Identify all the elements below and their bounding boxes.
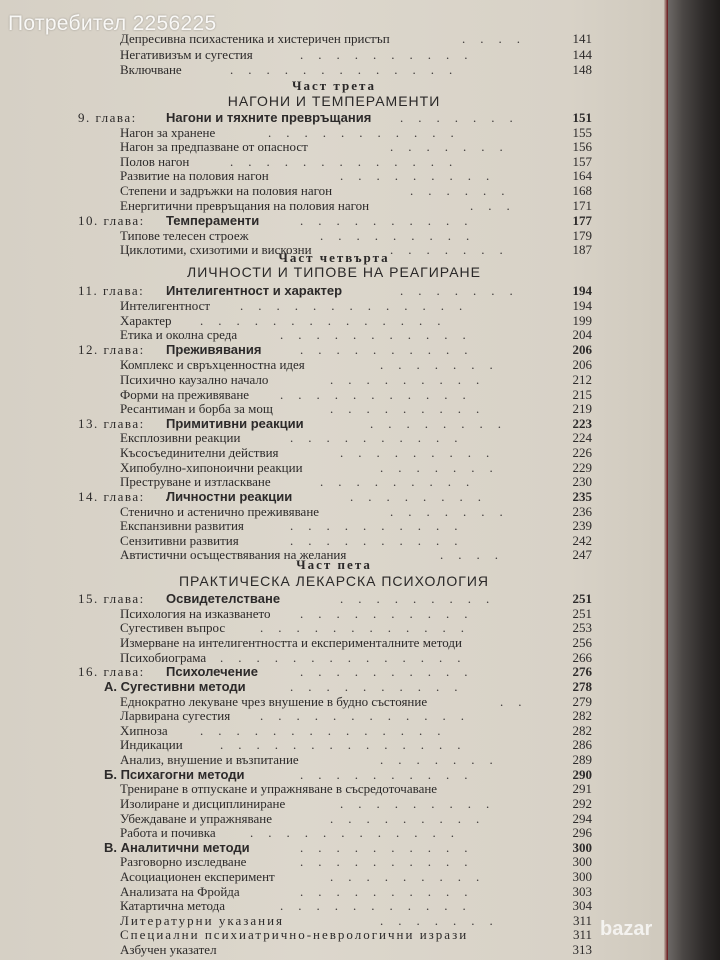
part-title: НАГОНИ И ТЕМПЕРАМЕНТИ bbox=[227, 93, 441, 110]
bazar-logo: bazar bbox=[600, 918, 653, 940]
part-title: ЛИЧНОСТИ И ТИПОВЕ НА РЕАГИРАНЕ bbox=[187, 263, 481, 280]
book-spine bbox=[668, 0, 720, 960]
watermark-text: Потребител 2256225 bbox=[8, 12, 217, 35]
book-page: Потребител 2256225 bazar Депресивна психастеника и хистеричен пристъп .... 141 Негативизъм и сугестия .......... 144 Включване ............. 148 Част трета НАГОНИ И ТЕМПЕРАМЕНТИ 9. глава: Нагони и тяхните превръщания ....... 151 Нагон за хранене ........... 155 Нагон за предпазване от опасност ....... 156 Полов нагон ............. 157 Развитие на половия нагон ......... 164 Степени и задръжки на половия нагон ...... 168 Енергитични превръщания на половия нагон ... 171 10. глава: Темпераменти .......... 177 Типове телесен строеж ......... 179 Циклотими, схизотими и вискозни ....... 187 Част четвърта ЛИЧНОСТИ И ТИПОВЕ НА РЕАГИРАНЕ 11. глава: Интелигентност и характер ....... 194 Интелигентност ............. 194 Характер .............. 199 Етика и околна среда ........... 204 12. глава: Преживявания .......... 206 Комплекс и свръхценностна идея ....... 206 Психично каузално начало ......... 212 Форми на преживяване ........... 215 Ресантиман и борба за мощ ......... 219 13. глава: Примитивни реакции ........ 223 Експлозивни реакции .......... 224 Късосъединителни действия ......... 226 Хипобулно-хипоноични реакции ....... 229 Преструване и изтласкване ......... 230 14. глава: Личностни реакции ........ 235 Стенично и астенично преживяване ....... 236 Експанзивни развития .......... 239 Сензитивни развития .......... 242 Автистични осъществявания на желания .... 247 Част пета ПРАКТИЧЕСКА ЛЕКАРСКА ПСИХОЛОГИЯ 15. глава: Освидетелстване ......... 251 Психология на изказването .......... 251 Сугестивен въпрос ............ 253 Измерване на интелигентността и експерименталните методи 256 Психобиограма .............. 266 16. глава: Психолечение .......... 276 А. Сугестивни методи .......... 278 Еднократно лекуване чрез внушение в будно състояние .. 279 Ларвирана сугестия ............ 282 Хипноза .............. 282 Индикации .............. 286 Анализ, внушение и възпитание ....... 289 Б. Психагогни методи .......... 290 Трениране в отпускане и упражняване в съсредоточаване 291 Изолиране и дисциплиниране ......... 292 Убеждаване и упражняване ......... 294 Работа и почивка ............ 296 В. Аналитични методи .......... 300 Разговорно изследване .......... 300 Асоциационен експеримент ......... 300 Анализата на Фройда .......... 303 Катартична метода ........... 304 Литературни указания ....... 311 Специални психиатрично-неврологични изрази 311 Азбучен указател 313 bbox=[0, 0, 668, 960]
part-title: ПРАКТИЧЕСКА ЛЕКАРСКА ПСИХОЛОГИЯ bbox=[178, 572, 490, 589]
part-heading: Част четвърта bbox=[278, 250, 390, 266]
part-heading: Част пета bbox=[296, 557, 372, 573]
part-heading: Част трета bbox=[291, 77, 377, 93]
